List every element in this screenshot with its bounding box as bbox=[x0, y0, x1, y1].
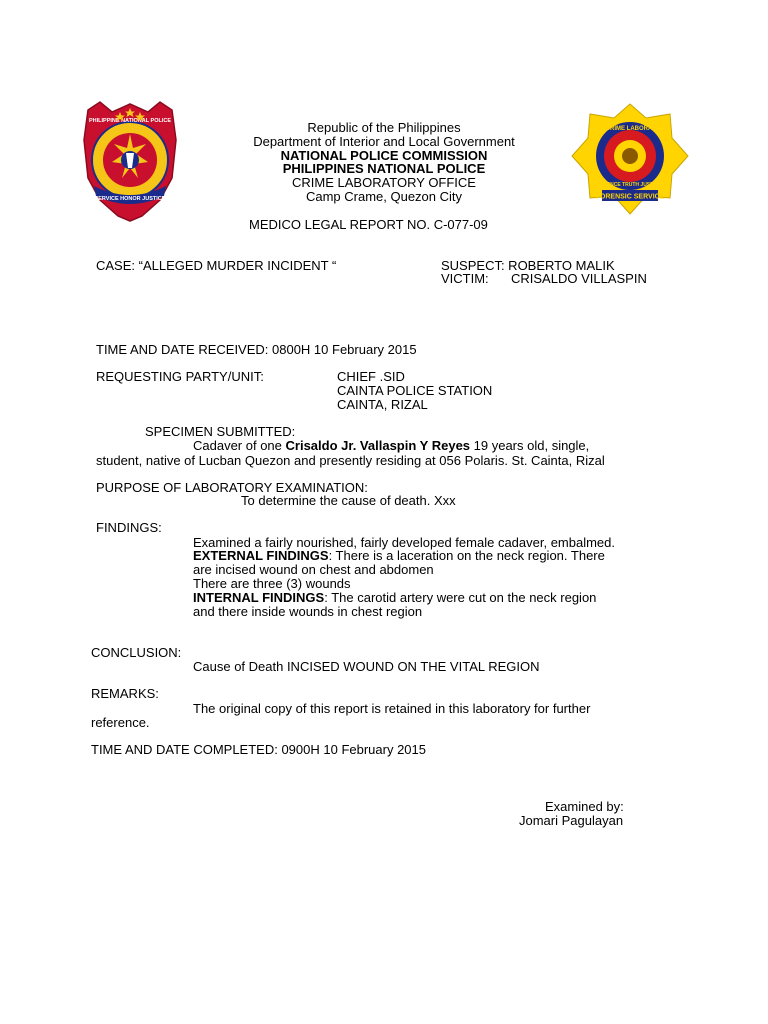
pnp-seal-banner-text: SERVICE HONOR JUSTICE bbox=[94, 196, 166, 202]
specimen-suffix: 19 years old, single, bbox=[470, 438, 590, 453]
pnp-crime-laboratory-logo bbox=[570, 102, 690, 218]
specimen-line-2: student, native of Lucban Quezon and presently residing at 056 Polaris. St. Cainta, Rizal bbox=[96, 453, 605, 468]
internal-findings-text: : The carotid artery were cut on the neck region bbox=[324, 590, 597, 605]
header-crime-lab-office: CRIME LABORATORY OFFICE bbox=[292, 175, 476, 190]
requesting-line-1: CHIEF .SID bbox=[337, 369, 405, 384]
examiner-name: Jomari Pagulayan bbox=[519, 813, 624, 828]
conclusion-label: CONCLUSION: bbox=[91, 645, 182, 660]
header-republic: Republic of the Philippines bbox=[307, 120, 461, 135]
external-findings-line-2: are incised wound on chest and abdomen bbox=[193, 562, 434, 577]
remarks-text: The original copy of this report is retained in this laboratory for further bbox=[193, 701, 591, 716]
pnp-seal-logo bbox=[80, 100, 180, 222]
requesting-line-3: CAINTA, RIZAL bbox=[337, 397, 428, 412]
purpose-text: To determine the cause of death. Xxx bbox=[241, 493, 456, 508]
header-napolcom: NATIONAL POLICE COMMISSION bbox=[280, 148, 488, 163]
external-findings-text: : There is a laceration on the neck region. There bbox=[328, 548, 605, 563]
victim-label: VICTIM: bbox=[441, 271, 489, 286]
report-number: MEDICO LEGAL REPORT NO. C-077-09 bbox=[249, 217, 488, 232]
victim-name: CRISALDO VILLASPIN bbox=[511, 271, 647, 286]
specimen-victim-name: Crisaldo Jr. Vallaspin Y Reyes bbox=[285, 438, 471, 453]
header-department: Department of Interior and Local Government bbox=[253, 134, 515, 149]
external-findings-label: EXTERNAL FINDINGS bbox=[193, 548, 329, 563]
requesting-party-label: REQUESTING PARTY/UNIT: bbox=[96, 369, 264, 384]
header-pnp: PHILIPPINES NATIONAL POLICE bbox=[282, 161, 486, 176]
case-title: CASE: “ALLEGED MURDER INCIDENT “ bbox=[96, 258, 337, 273]
crime-lab-banner-text: FORENSIC SERVICE bbox=[595, 193, 665, 201]
time-date-completed: TIME AND DATE COMPLETED: 0900H 10 February 2015 bbox=[91, 742, 426, 757]
specimen-prefix: Cadaver of one bbox=[193, 438, 286, 453]
findings-wounds-line: There are three (3) wounds bbox=[193, 576, 351, 591]
specimen-line-1 bbox=[193, 439, 589, 453]
internal-findings-line bbox=[193, 591, 596, 605]
findings-line-1: Examined a fairly nourished, fairly developed female cadaver, embalmed. bbox=[193, 535, 616, 550]
time-date-received: TIME AND DATE RECEIVED: 0800H 10 February 2015 bbox=[96, 342, 417, 357]
remarks-text-2: reference. bbox=[91, 715, 150, 730]
findings-label: FINDINGS: bbox=[96, 520, 162, 535]
internal-findings-line-2: and there inside wounds in chest region bbox=[193, 604, 423, 619]
external-findings-line bbox=[193, 549, 605, 563]
requesting-line-2: CAINTA POLICE STATION bbox=[337, 383, 493, 398]
header-location: Camp Crame, Quezon City bbox=[305, 189, 463, 204]
pnp-seal-arc-text: PHILIPPINE NATIONAL POLICE bbox=[89, 118, 171, 124]
examined-by-label: Examined by: bbox=[545, 799, 624, 814]
crime-lab-arc-text: PNP CRIME LABORATORY bbox=[591, 126, 669, 132]
remarks-label: REMARKS: bbox=[91, 686, 159, 701]
suspect-line: SUSPECT: ROBERTO MALIK bbox=[441, 258, 615, 273]
specimen-label: SPECIMEN SUBMITTED: bbox=[145, 424, 296, 439]
purpose-label: PURPOSE OF LABORATORY EXAMINATION: bbox=[96, 480, 368, 495]
internal-findings-label: INTERNAL FINDINGS bbox=[193, 590, 325, 605]
crime-lab-motto-text: SCIENCE TRUTH JUSTICE bbox=[598, 182, 662, 188]
conclusion-text: Cause of Death INCISED WOUND ON THE VITAL REGION bbox=[193, 659, 540, 674]
